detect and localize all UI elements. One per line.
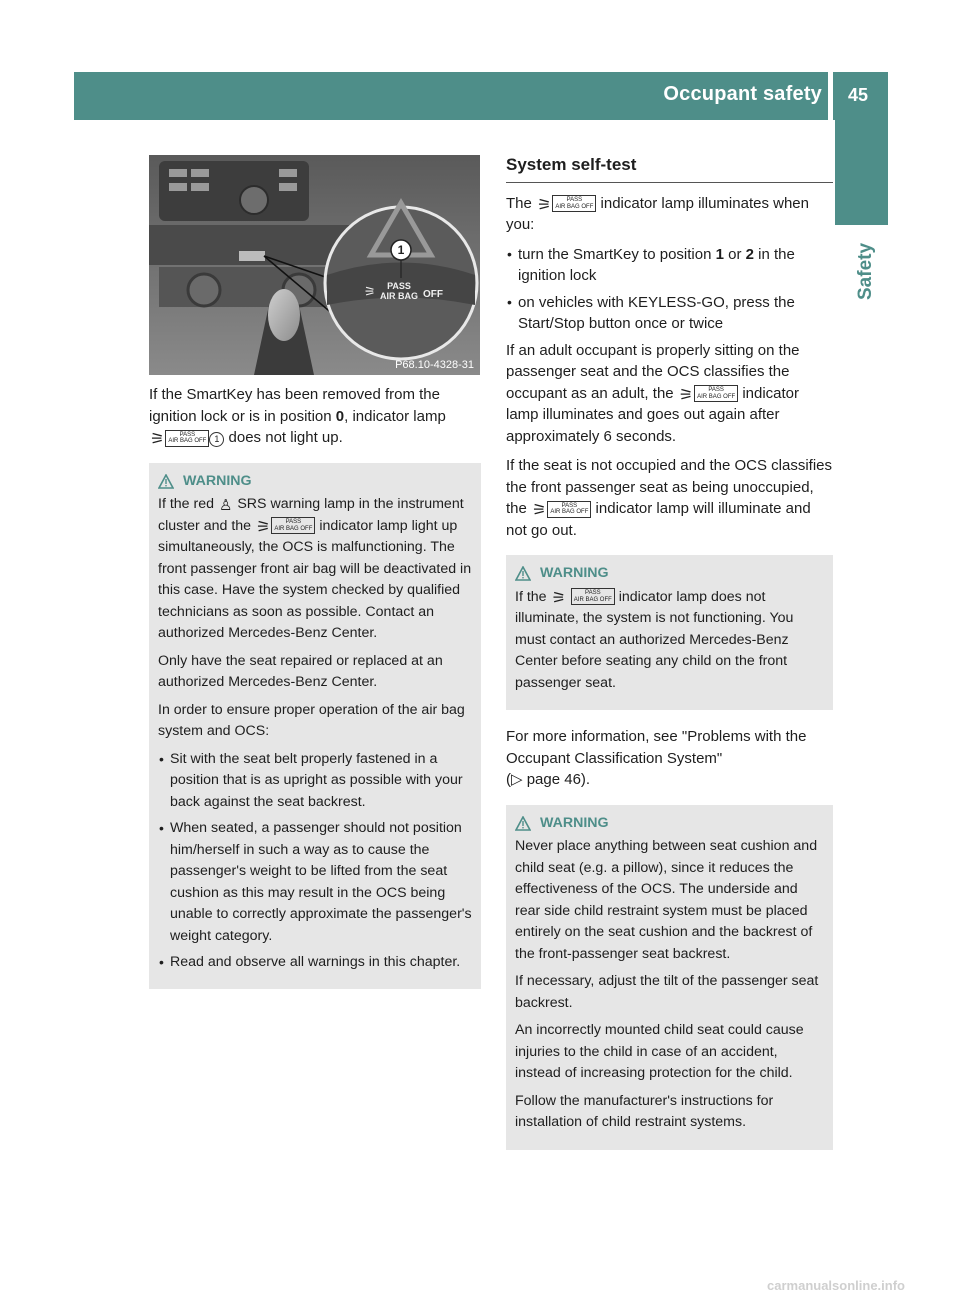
callout-number: 1 [397, 243, 405, 257]
srs-warning-icon: ♙ [218, 497, 233, 514]
callout-airbag-text: AIR BAG [380, 291, 418, 301]
callout-1-icon: 1 [209, 432, 224, 447]
header-divider [828, 72, 833, 120]
self-test-intro: The ⚞ PASS AIR BAG OFF indicator lamp illuminates when you: [506, 194, 809, 233]
pass-airbag-off-icon: PASS AIR BAG OFF [552, 195, 596, 212]
seat-symbol-icon: ⚞ [364, 285, 376, 300]
smartkey-paragraph [149, 384, 481, 449]
warning-triangle-icon [515, 566, 531, 581]
unoccupied-seat-paragraph: If the seat is not occupied and the OCS classifies the front passenger seat as being unoccupied, the ⚞ PASS AIR BAG OFF indicator lamp will illuminate and not go out. [506, 457, 833, 539]
page-reference-link[interactable]: page 46). [522, 771, 591, 788]
page-reference-arrow-icon: ▷ [511, 771, 523, 788]
warning-text: If the red ♙ SRS warning lamp in the instrument cluster and the ⚞ PASS AIR BAG OFF indicator lamp light up simultaneously, the OCS is malfunctioning. The front passenger front air bag will be deactivated in this case. Have the system checked by qualified technicians as soon as possible. Contact an authorized Mercedes-Benz Center. [158, 496, 472, 641]
warning-text: Only have the seat repaired or replaced at an authorized Mercedes-Benz Center. [158, 652, 443, 690]
chapter-side-tab [835, 120, 888, 1250]
left-column [149, 384, 481, 1005]
warning-box [506, 555, 833, 710]
section-heading: System self-test [506, 151, 833, 183]
warning-bullet-list [158, 749, 473, 974]
warning-title: WARNING [515, 563, 825, 585]
pass-airbag-off-icon: PASS AIR BAG OFF [694, 385, 738, 402]
position-number: 0 [335, 407, 345, 425]
watermark: carmanualsonline.info [767, 1277, 905, 1293]
seat-occupied-icon: ⚞ [551, 589, 566, 607]
list-item: • on vehicles with KEYLESS-GO, press the Start/Stop button once or twice [506, 292, 833, 335]
warning-title: WARNING [158, 471, 473, 493]
pass-airbag-off-icon: PASS AIR BAG OFF [271, 517, 315, 534]
side-tab-block [835, 120, 888, 225]
list-item: • Read and observe all warnings in this chapter. [158, 952, 473, 974]
seat-occupied-icon: ⚞ [150, 431, 165, 448]
image-code: P68.10-4328-31 [395, 359, 474, 371]
pass-airbag-off-icon: PASS AIR BAG OFF [547, 501, 591, 518]
text: does not light up. [224, 429, 343, 446]
warning-text: An incorrectly mounted child seat could cause injuries to the child in case of an accident, instead of increasing protection for the child. [515, 1022, 804, 1081]
list-item: • Sit with the seat belt properly fastened in a position that is as upright as possible with your back against the seat backrest. [158, 749, 473, 814]
warning-box [149, 463, 481, 989]
self-test-bullets [506, 244, 833, 335]
text: , indicator lamp [344, 407, 446, 425]
pass-airbag-off-icon: PASS AIR BAG OFF [165, 430, 209, 447]
list-item: • When seated, a passenger should not position him/herself in such a way as to cause the passenger's weight to be lifted from the seat cushion as this may result in the OCS being unable to correctly approximate the passenger's weight category. [158, 818, 473, 947]
warning-box [506, 805, 833, 1150]
seat-occupied-icon: ⚞ [678, 386, 694, 404]
seat-occupied-icon: ⚞ [532, 502, 547, 519]
adult-occupant-paragraph: If an adult occupant is properly sitting on the passenger seat and the OCS classifies the occupant as an adult, the ⚞ PASS AIR BAG OFF indicator lamp illuminates and goes out again after approximately 6 seconds. [506, 341, 800, 445]
seat-occupied-icon: ⚞ [537, 196, 552, 214]
warning-text: If the ⚞ PASS AIR BAG OFF indicator lamp does not illuminate, the system is not functioning. You must contact an authorized Mercedes-Benz Center before seating any child on the front passenger seat. [515, 588, 794, 691]
seat-occupied-icon: ⚞ [256, 518, 271, 536]
callout-off-text: OFF [423, 289, 443, 300]
text: If the SmartKey has been removed from the ignition lock or is in position [149, 386, 440, 425]
header-bar [74, 72, 888, 120]
dashboard-photo [149, 155, 480, 375]
page-number: 45 [848, 85, 869, 105]
page-section-title: Occupant safety [663, 83, 822, 105]
warning-triangle-icon [158, 474, 174, 489]
list-item: • turn the SmartKey to position 1 or 2 in the ignition lock [506, 244, 833, 287]
pass-airbag-off-icon: PASS AIR BAG OFF [571, 588, 615, 605]
more-info-paragraph: For more information, see "Problems with the Occupant Classification System" (▷ page 46). [506, 728, 807, 788]
dashboard-illustration [149, 155, 480, 375]
warning-text: Follow the manufacturer's instructions for installation of child restraint systems. [515, 1092, 774, 1130]
warning-title: WARNING [515, 813, 825, 835]
chapter-label: Safety [855, 242, 876, 300]
right-column [506, 151, 833, 1166]
warning-text: If necessary, adjust the tilt of the passenger seat backrest. [515, 973, 819, 1011]
warning-triangle-icon [515, 816, 531, 831]
callout-pass-text: PASS [387, 281, 411, 291]
warning-text: Never place anything between seat cushion and child seat (e.g. a pillow), since it reduces the effectiveness of the OCS. The underside and rear side child restraint system must be placed entirely on the seat cushion and the backrest of the front-passenger seat backrest. [515, 838, 818, 962]
warning-text: In order to ensure proper operation of the air bag system and OCS: [158, 701, 465, 739]
